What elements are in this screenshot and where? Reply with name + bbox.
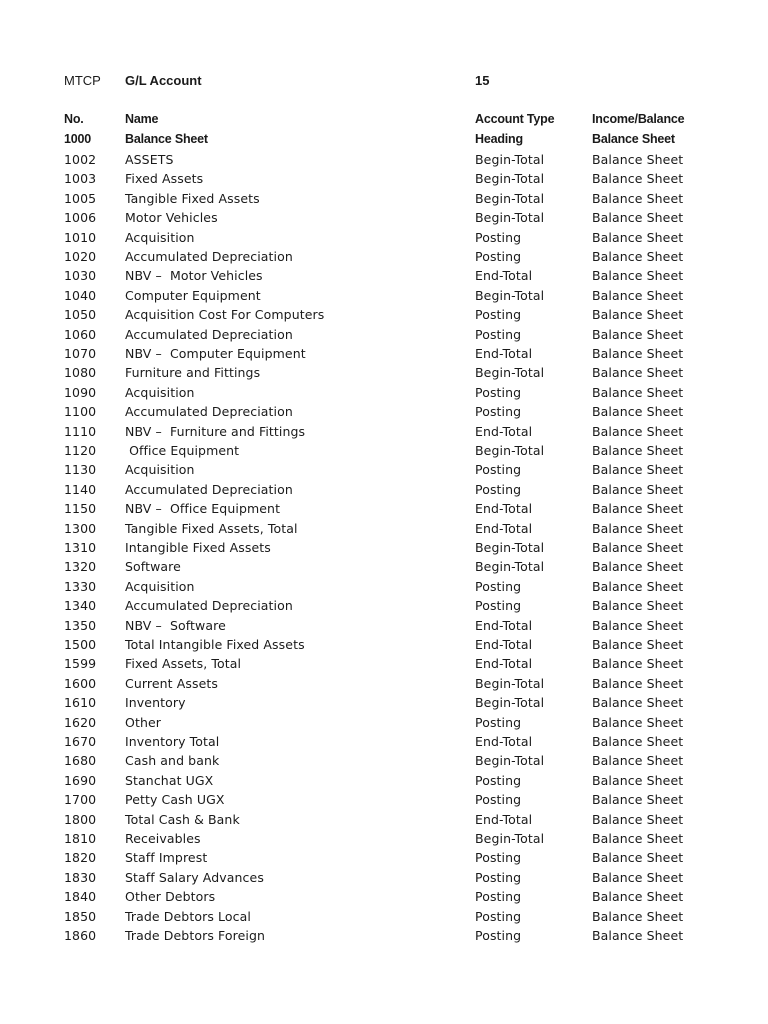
- table-row: [0, 887, 768, 906]
- account-name: Stanchat UGX: [125, 772, 214, 788]
- income-balance: Balance Sheet: [592, 481, 684, 497]
- account-no: 1860: [64, 928, 97, 943]
- company-code: MTCP: [64, 73, 101, 88]
- account-no: 1080: [64, 365, 97, 381]
- account-no: 1020: [64, 249, 97, 264]
- account-name: Trade Debtors Local: [125, 908, 251, 924]
- account-name: NBV – Motor Vehicles: [125, 268, 263, 284]
- account-type: Posting: [475, 889, 522, 905]
- account-no: 1150: [64, 501, 97, 517]
- account-no: 1690: [64, 772, 97, 788]
- table-row: [0, 557, 768, 576]
- table-row: [0, 344, 768, 363]
- account-type: Posting: [475, 229, 522, 245]
- report-title: G/L Account: [125, 73, 202, 88]
- table-row: [0, 616, 768, 635]
- account-type: Posting: [475, 598, 522, 614]
- account-name: Furniture and Fittings: [125, 365, 261, 381]
- account-no: 1100: [64, 404, 97, 420]
- account-no: 1005: [64, 190, 97, 206]
- account-type: Posting: [475, 326, 522, 342]
- account-type: Posting: [475, 792, 522, 808]
- account-type: End-Total: [475, 811, 533, 827]
- account-type: Begin-Total: [475, 675, 545, 691]
- income-balance: Balance Sheet: [592, 171, 684, 187]
- income-balance: Balance Sheet: [592, 850, 684, 866]
- table-row: [0, 480, 768, 499]
- account-name: Computer Equipment: [125, 287, 261, 303]
- income-balance: Balance Sheet: [592, 307, 684, 323]
- account-type: Posting: [475, 869, 522, 885]
- income-balance: Balance Sheet: [592, 908, 684, 924]
- account-type: End-Total: [475, 346, 533, 361]
- account-no: 1003: [64, 171, 97, 187]
- account-type: End-Total: [475, 520, 533, 536]
- table-row: [0, 228, 768, 247]
- account-type: End-Total: [475, 268, 533, 284]
- table-row: [0, 169, 768, 188]
- account-type: Posting: [475, 772, 522, 788]
- account-name: Tangible Fixed Assets: [125, 190, 260, 206]
- account-no: 1840: [64, 889, 97, 905]
- income-balance: Balance Sheet: [592, 811, 684, 827]
- account-no: 1820: [64, 850, 97, 866]
- account-name: Software: [125, 559, 181, 575]
- income-balance: Balance Sheet: [592, 326, 684, 342]
- account-no: 1340: [64, 598, 97, 614]
- account-name: Office Equipment: [125, 443, 240, 458]
- heading-income-balance: Balance Sheet: [592, 132, 675, 146]
- account-type: End-Total: [475, 656, 533, 672]
- account-no: 1140: [64, 481, 97, 497]
- account-type: Posting: [475, 384, 522, 400]
- account-type: Posting: [475, 481, 522, 497]
- account-type: Posting: [475, 714, 522, 730]
- account-no: 1070: [64, 346, 97, 361]
- table-row: [0, 325, 768, 344]
- table-row: [0, 150, 768, 169]
- account-type: Begin-Total: [475, 559, 545, 575]
- table-row: [0, 926, 768, 945]
- income-balance: Balance Sheet: [592, 869, 684, 885]
- account-name: Petty Cash UGX: [125, 792, 225, 808]
- account-no: 1090: [64, 384, 97, 400]
- account-type: Begin-Total: [475, 171, 545, 187]
- income-balance: Balance Sheet: [592, 210, 684, 226]
- account-no: 1500: [64, 637, 97, 652]
- account-type: End-Total: [475, 501, 533, 517]
- account-no: 1850: [64, 908, 97, 924]
- income-balance: Balance Sheet: [592, 268, 684, 284]
- account-no: 1030: [64, 268, 97, 284]
- account-no: 1040: [64, 287, 97, 303]
- account-no: 1800: [64, 811, 97, 827]
- table-row: [0, 402, 768, 421]
- table-row: [0, 907, 768, 926]
- account-type: Posting: [475, 307, 522, 323]
- table-row: [0, 654, 768, 673]
- income-balance: Balance Sheet: [592, 617, 684, 633]
- table-row: [0, 810, 768, 829]
- income-balance: Balance Sheet: [592, 229, 684, 245]
- account-name: Total Intangible Fixed Assets: [125, 637, 305, 652]
- account-name: Current Assets: [125, 675, 219, 691]
- account-type: Posting: [475, 850, 522, 866]
- account-no: 1670: [64, 734, 97, 749]
- account-type: Posting: [475, 908, 522, 924]
- income-balance: Balance Sheet: [592, 249, 684, 264]
- heading-account-type: Heading: [475, 132, 523, 146]
- account-name: Acquisition: [125, 578, 195, 594]
- account-no: 1010: [64, 229, 97, 245]
- table-row: [0, 577, 768, 596]
- account-type: Posting: [475, 249, 522, 264]
- account-name: Accumulated Depreciation: [125, 326, 293, 342]
- account-no: 1120: [64, 443, 97, 458]
- account-name: Acquisition: [125, 384, 195, 400]
- account-no: 1600: [64, 675, 97, 691]
- account-name: Trade Debtors Foreign: [125, 928, 265, 943]
- account-no: 1350: [64, 617, 97, 633]
- account-name: Total Cash & Bank: [125, 811, 240, 827]
- account-name: Inventory Total: [125, 734, 220, 749]
- income-balance: Balance Sheet: [592, 423, 684, 439]
- account-name: Acquisition Cost For Computers: [125, 307, 325, 323]
- table-row: [0, 771, 768, 790]
- account-type: Begin-Total: [475, 365, 545, 381]
- account-name: NBV – Computer Equipment: [125, 346, 306, 361]
- income-balance: Balance Sheet: [592, 753, 684, 769]
- table-row: [0, 751, 768, 770]
- account-no: 1300: [64, 520, 97, 536]
- income-balance: Balance Sheet: [592, 637, 684, 652]
- account-name: Accumulated Depreciation: [125, 249, 293, 264]
- account-name: Cash and bank: [125, 753, 220, 769]
- column-header-account-type: Account Type: [475, 112, 555, 126]
- table-row: [0, 848, 768, 867]
- table-row: [0, 519, 768, 538]
- column-header-name: Name: [125, 112, 159, 126]
- income-balance: Balance Sheet: [592, 384, 684, 400]
- account-name: Fixed Assets, Total: [125, 656, 242, 672]
- heading-no: 1000: [64, 132, 92, 146]
- table-row: [0, 868, 768, 887]
- page-number: 15: [475, 73, 490, 88]
- table-row: [0, 674, 768, 693]
- account-type: Posting: [475, 578, 522, 594]
- account-no: 1002: [64, 152, 97, 167]
- table-row: [0, 596, 768, 615]
- income-balance: Balance Sheet: [592, 152, 684, 167]
- account-name: Acquisition: [125, 462, 195, 478]
- table-row: [0, 460, 768, 479]
- account-name: Staff Salary Advances: [125, 869, 264, 885]
- account-type: End-Total: [475, 637, 533, 652]
- account-no: 1599: [64, 656, 97, 672]
- account-name: ASSETS: [125, 152, 174, 167]
- income-balance: Balance Sheet: [592, 443, 684, 458]
- table-row: [0, 499, 768, 518]
- income-balance: Balance Sheet: [592, 656, 684, 672]
- account-name: Staff Imprest: [125, 850, 208, 866]
- table-row: [0, 266, 768, 285]
- account-name: Tangible Fixed Assets, Total: [125, 520, 298, 536]
- account-name: Accumulated Depreciation: [125, 481, 293, 497]
- table-row: [0, 790, 768, 809]
- income-balance: Balance Sheet: [592, 520, 684, 536]
- income-balance: Balance Sheet: [592, 792, 684, 808]
- income-balance: Balance Sheet: [592, 462, 684, 478]
- income-balance: Balance Sheet: [592, 772, 684, 788]
- income-balance: Balance Sheet: [592, 559, 684, 575]
- income-balance: Balance Sheet: [592, 695, 684, 711]
- account-type: Begin-Total: [475, 152, 545, 167]
- account-type: Begin-Total: [475, 753, 545, 769]
- account-no: 1050: [64, 307, 97, 323]
- account-no: 1330: [64, 578, 97, 594]
- column-header-income-balance: Income/Balance: [592, 112, 685, 126]
- account-name: NBV – Software: [125, 617, 226, 633]
- account-no: 1130: [64, 462, 97, 478]
- income-balance: Balance Sheet: [592, 714, 684, 730]
- income-balance: Balance Sheet: [592, 287, 684, 303]
- income-balance: Balance Sheet: [592, 190, 684, 206]
- account-no: 1320: [64, 559, 97, 575]
- table-row: [0, 441, 768, 460]
- account-type: Begin-Total: [475, 695, 545, 711]
- table-row: [0, 693, 768, 712]
- table-row: [0, 713, 768, 732]
- table-row: [0, 829, 768, 848]
- account-no: 1680: [64, 753, 97, 769]
- column-header-row: [0, 110, 768, 129]
- account-no: 1830: [64, 869, 97, 885]
- report-title-row: [0, 71, 768, 90]
- income-balance: Balance Sheet: [592, 831, 684, 846]
- heading-name: Balance Sheet: [125, 132, 208, 146]
- account-type: Posting: [475, 462, 522, 478]
- account-name: Inventory: [125, 695, 186, 711]
- account-name: Accumulated Depreciation: [125, 404, 293, 420]
- account-name: Other: [125, 714, 161, 730]
- account-name: NBV – Furniture and Fittings: [125, 423, 306, 439]
- table-row: [0, 247, 768, 266]
- income-balance: Balance Sheet: [592, 501, 684, 517]
- account-type: Begin-Total: [475, 210, 545, 226]
- income-balance: Balance Sheet: [592, 889, 684, 905]
- account-type: End-Total: [475, 423, 533, 439]
- income-balance: Balance Sheet: [592, 404, 684, 420]
- income-balance: Balance Sheet: [592, 578, 684, 594]
- income-balance: Balance Sheet: [592, 540, 684, 555]
- income-balance: Balance Sheet: [592, 675, 684, 691]
- account-type: Posting: [475, 404, 522, 420]
- heading-row: [0, 130, 768, 149]
- account-name: Motor Vehicles: [125, 210, 218, 226]
- account-type: Begin-Total: [475, 540, 545, 555]
- account-no: 1006: [64, 210, 97, 226]
- column-header-no: No.: [64, 112, 84, 126]
- account-no: 1620: [64, 714, 97, 730]
- table-row: [0, 422, 768, 441]
- table-row: [0, 363, 768, 382]
- table-row: [0, 305, 768, 324]
- income-balance: Balance Sheet: [592, 598, 684, 614]
- account-type: Begin-Total: [475, 190, 545, 206]
- table-row: [0, 732, 768, 751]
- account-type: Begin-Total: [475, 443, 545, 458]
- account-name: Receivables: [125, 831, 201, 846]
- table-row: [0, 189, 768, 208]
- account-name: Acquisition: [125, 229, 195, 245]
- income-balance: Balance Sheet: [592, 346, 684, 361]
- table-row: [0, 635, 768, 654]
- account-type: Posting: [475, 928, 522, 943]
- income-balance: Balance Sheet: [592, 928, 684, 943]
- account-type: Begin-Total: [475, 831, 545, 846]
- account-no: 1110: [64, 423, 97, 439]
- account-type: End-Total: [475, 617, 533, 633]
- account-type: End-Total: [475, 734, 533, 749]
- account-no: 1610: [64, 695, 97, 711]
- account-type: Begin-Total: [475, 287, 545, 303]
- table-row: [0, 208, 768, 227]
- income-balance: Balance Sheet: [592, 734, 684, 749]
- income-balance: Balance Sheet: [592, 365, 684, 381]
- account-no: 1060: [64, 326, 97, 342]
- table-row: [0, 538, 768, 557]
- table-row: [0, 383, 768, 402]
- table-row: [0, 286, 768, 305]
- account-name: Accumulated Depreciation: [125, 598, 293, 614]
- account-no: 1700: [64, 792, 97, 808]
- account-name: Fixed Assets: [125, 171, 204, 187]
- account-name: Intangible Fixed Assets: [125, 540, 271, 555]
- account-no: 1310: [64, 540, 97, 555]
- account-name: Other Debtors: [125, 889, 216, 905]
- account-name: NBV – Office Equipment: [125, 501, 281, 517]
- account-no: 1810: [64, 831, 97, 846]
